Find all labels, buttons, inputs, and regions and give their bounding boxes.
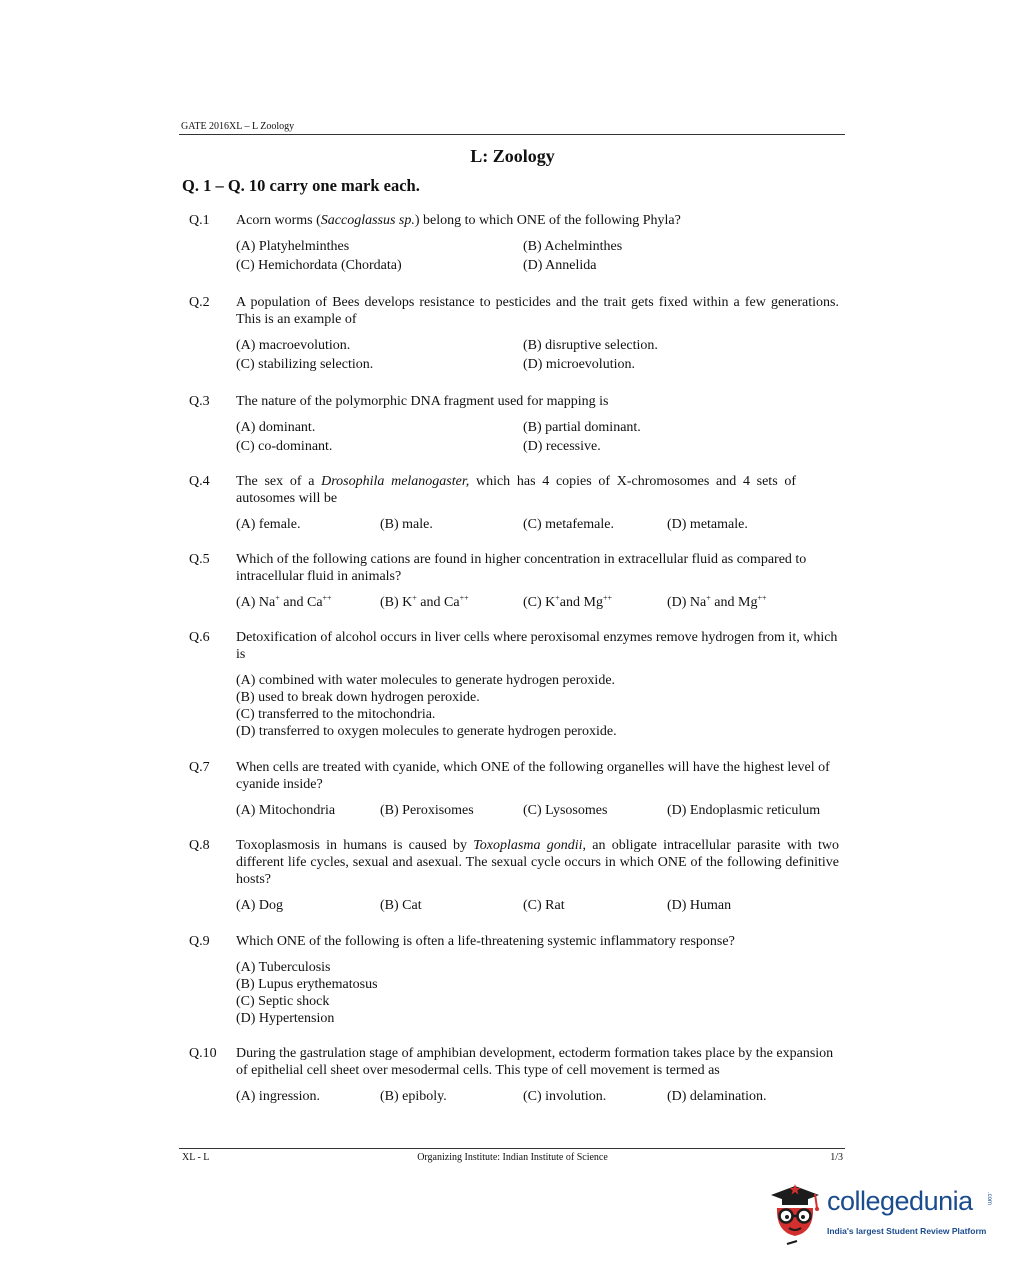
option-a: (A) Mitochondria [236,803,336,818]
option-c: (C) Lysosomes [523,803,608,818]
question-text: Toxoplasmosis in humans is caused by Toxoplasma gondii, an obligate intracellular parasite with two different life cycles, sexual and asexual. The sexual cycle occurs in which ONE of the following definitive hosts? [236,838,839,887]
question-number: Q.2 [189,295,210,310]
option-a: (A) Platyhelminthes [236,239,350,254]
option-a: (A) female. [236,517,301,532]
option-b: (B) used to break down hydrogen peroxide. [236,690,480,705]
question-5 [189,551,839,611]
option-b: (B) Achelminthes [523,239,623,254]
options [236,959,839,1027]
option-d: (D) microevolution. [523,357,635,372]
page-title: L: Zoology [470,146,555,166]
logo-domain: .com [986,1192,992,1206]
logo-wordmark: collegedunia [827,1186,973,1216]
option-b: (B) epiboly. [380,1089,447,1104]
option-c: (C) Rat [523,898,565,913]
question-3 [189,393,839,455]
option-a: (A) Dog [236,898,284,913]
option-a: (A) Tuberculosis [236,960,331,975]
header-label: GATE 2016XL – L Zoology [181,121,295,132]
collegedunia-logo[interactable] [765,1178,995,1248]
question-9 [189,933,839,1027]
question-4 [189,473,839,533]
question-1 [189,212,839,274]
question-text: A population of Bees develops resistance to pesticides and the trait gets fixed within a few generations. This is an example of [236,295,839,327]
option-c: (C) Septic shock [236,994,330,1009]
footer-institute: Organizing Institute: Indian Institute of Science [417,1152,608,1163]
option-d: (D) Annelida [523,258,597,273]
logo-tagline: India's largest Student Review Platform [827,1226,987,1236]
options [236,1088,839,1105]
question-number: Q.1 [189,213,210,228]
option-d: (D) transferred to oxygen molecules to generate hydrogen peroxide. [236,724,617,739]
question-number: Q.4 [189,474,210,489]
question-number: Q.5 [189,552,210,567]
options [236,419,839,455]
option-d: (D) Hypertension [236,1011,335,1026]
option-d: (D) delamination. [667,1089,767,1104]
option-c: (C) stabilizing selection. [236,357,374,372]
question-number: Q.6 [189,630,210,645]
question-number: Q.3 [189,394,210,409]
option-d: (D) metamale. [667,517,748,532]
option-a: (A) combined with water molecules to generate hydrogen peroxide. [236,673,616,688]
options [236,897,839,914]
question-10 [189,1045,839,1105]
header-rule [179,134,845,135]
footer-page-number: 1/3 [830,1152,843,1163]
option-d: (D) Human [667,898,732,913]
option-c: (C) co-dominant. [236,439,333,454]
option-c: (C) involution. [523,1089,607,1104]
question-text: During the gastrulation stage of amphibian development, ectoderm formation takes place by the expansion of epithelial cell sheet over mesodermal cells. This type of cell movement is termed as [236,1046,834,1078]
mascot-icon [765,1178,825,1248]
option-b: (B) male. [380,517,433,532]
option-a: (A) ingression. [236,1089,320,1104]
option-a: (A) macroevolution. [236,338,351,353]
question-text: When cells are treated with cyanide, which ONE of the following organelles will have the highest level of cyanide inside? [236,760,830,792]
option-d: (D) Endoplasmic reticulum [667,803,821,818]
question-text: Which of the following cations are found in higher concentration in extracellular fluid as compared to intracellular fluid in animals? [236,552,807,584]
options [236,672,839,740]
options [236,337,839,373]
question-7 [189,759,839,819]
question-2 [189,294,839,373]
option-d: (D) Na+ and Mg++ [667,593,767,610]
question-text: Detoxification of alcohol occurs in liver cells where peroxisomal enzymes remove hydrogen from it, which is [236,630,838,662]
question-text: Which ONE of the following is often a life-threatening systemic inflammatory response? [236,934,735,949]
question-number: Q.10 [189,1046,217,1061]
options [236,594,839,611]
question-number: Q.9 [189,934,210,949]
question-8 [189,837,839,914]
option-c: (C) metafemale. [523,517,614,532]
question-text: The nature of the polymorphic DNA fragment used for mapping is [236,394,609,409]
footer-rule [179,1148,845,1149]
option-a: (A) Na+ and Ca++ [236,593,332,610]
option-b: (B) Peroxisomes [380,803,474,818]
option-b: (B) partial dominant. [523,420,641,435]
option-a: (A) dominant. [236,420,316,435]
option-d: (D) recessive. [523,439,601,454]
option-c: (C) Hemichordata (Chordata) [236,258,402,273]
options [236,802,839,819]
option-c: (C) K+and Mg++ [523,593,612,610]
options [236,238,839,274]
options [236,516,839,533]
question-number: Q.7 [189,760,210,775]
question-6 [189,629,839,740]
option-c: (C) transferred to the mitochondria. [236,707,436,722]
question-text: Acorn worms (Saccoglassus sp.) belong to which ONE of the following Phyla? [236,213,681,228]
section-heading: Q. 1 – Q. 10 carry one mark each. [182,176,420,195]
option-b: (B) disruptive selection. [523,338,658,353]
option-b: (B) Lupus erythematosus [236,977,378,992]
option-b: (B) Cat [380,898,422,913]
question-number: Q.8 [189,838,210,853]
question-text: The sex of a Drosophila melanogaster, which has 4 copies of X-chromosomes and 4 sets of autosomes will be [236,474,797,506]
option-b: (B) K+ and Ca++ [380,593,469,610]
footer-paper-code: XL - L [182,1152,210,1163]
